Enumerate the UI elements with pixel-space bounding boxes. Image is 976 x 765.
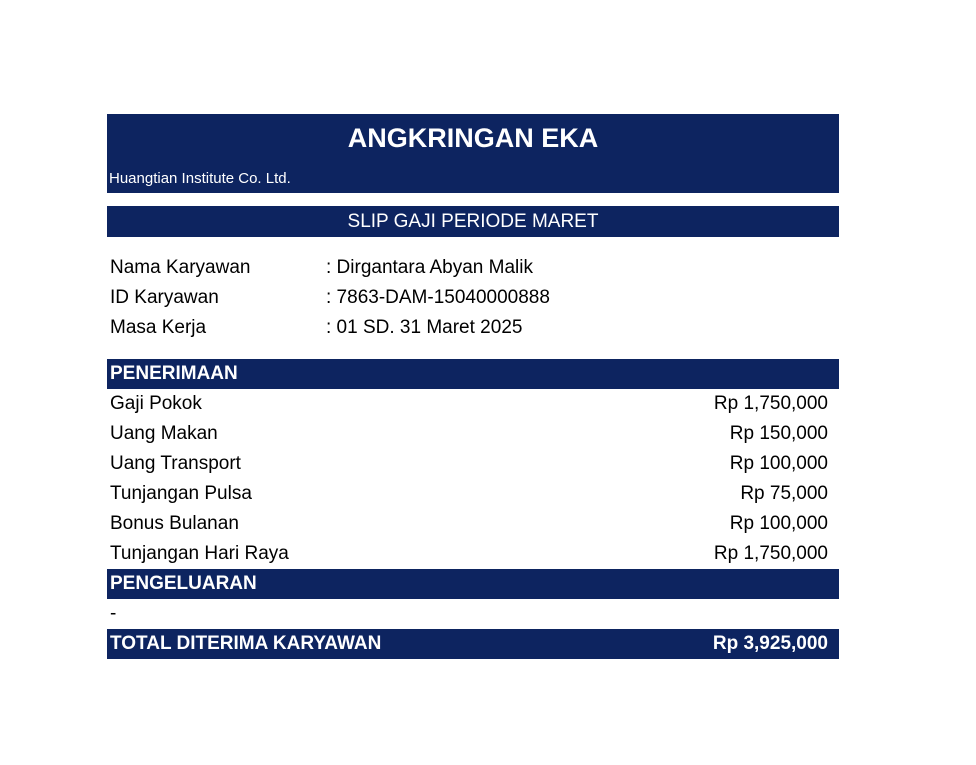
employee-id-value: : 7863-DAM-15040000888 bbox=[326, 287, 550, 308]
work-period-value: : 01 SD. 31 Maret 2025 bbox=[326, 317, 523, 338]
earnings-label: Bonus Bulanan bbox=[110, 513, 239, 534]
employee-name-label: Nama Karyawan bbox=[110, 257, 251, 278]
deductions-section bbox=[107, 569, 839, 629]
earnings-amount: Rp 100,000 bbox=[729, 453, 828, 474]
earnings-label: Uang Transport bbox=[110, 453, 241, 474]
employee-id-label: ID Karyawan bbox=[110, 287, 219, 308]
salary-slip bbox=[107, 114, 839, 659]
earnings-label: Tunjangan Hari Raya bbox=[110, 543, 289, 564]
company-header bbox=[107, 114, 839, 193]
earnings-amount: Rp 1,750,000 bbox=[713, 543, 828, 564]
earnings-row bbox=[107, 539, 839, 569]
employee-info bbox=[107, 253, 839, 343]
earnings-row bbox=[107, 509, 839, 539]
total-row bbox=[107, 629, 839, 659]
earnings-label: Uang Makan bbox=[110, 423, 218, 444]
deductions-row bbox=[107, 599, 839, 629]
total-amount: Rp 3,925,000 bbox=[712, 633, 828, 654]
earnings-amount: Rp 75,000 bbox=[740, 483, 828, 504]
company-name: ANGKRINGAN EKA bbox=[347, 123, 599, 153]
earnings-amount: Rp 100,000 bbox=[729, 513, 828, 534]
deductions-label: - bbox=[110, 603, 117, 624]
earnings-amount: Rp 1,750,000 bbox=[713, 393, 828, 414]
period-title: SLIP GAJI PERIODE MARET bbox=[107, 206, 839, 237]
employee-name-row bbox=[107, 253, 839, 283]
earnings-row bbox=[107, 389, 839, 419]
earnings-row bbox=[107, 479, 839, 509]
employee-id-row bbox=[107, 283, 839, 313]
work-period-row bbox=[107, 313, 839, 343]
earnings-row bbox=[107, 419, 839, 449]
employee-name-value: : Dirgantara Abyan Malik bbox=[326, 257, 533, 278]
deductions-title: PENGELUARAN bbox=[107, 569, 839, 599]
work-period-label: Masa Kerja bbox=[110, 317, 207, 338]
earnings-section bbox=[107, 359, 839, 569]
earnings-row bbox=[107, 449, 839, 479]
company-subtitle: Huangtian Institute Co. Ltd. bbox=[109, 170, 291, 187]
total-label: TOTAL DITERIMA KARYAWAN bbox=[110, 633, 382, 654]
earnings-label: Gaji Pokok bbox=[110, 393, 202, 414]
earnings-title: PENERIMAAN bbox=[107, 359, 839, 389]
earnings-amount: Rp 150,000 bbox=[729, 423, 828, 444]
earnings-label: Tunjangan Pulsa bbox=[110, 483, 252, 504]
